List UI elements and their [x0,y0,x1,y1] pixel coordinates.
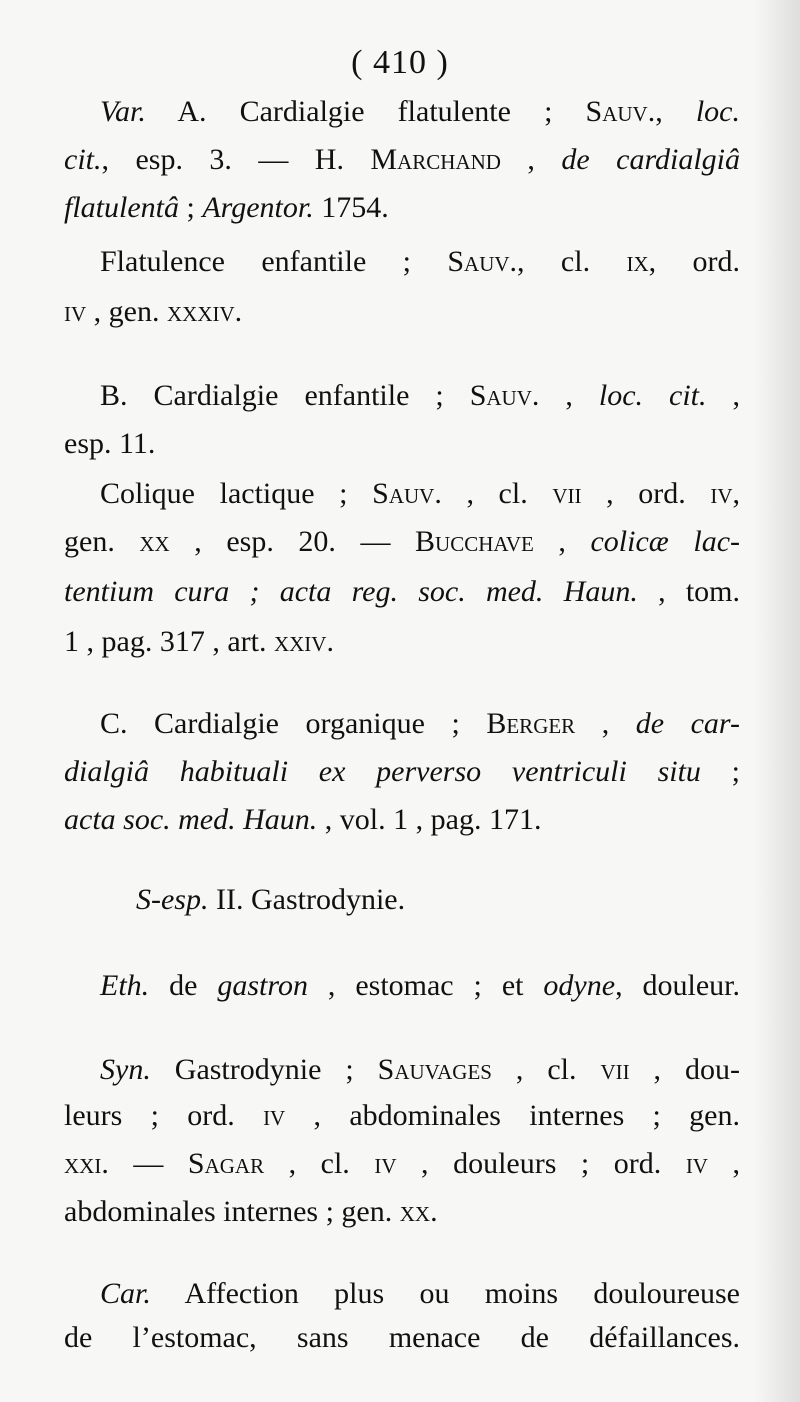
text-line: Eth. de gastron , estomac ; et odyne, douleur. [100,969,740,1002]
text-line: gen. xx , esp. 20. — Bucchave , colicæ lac- [64,525,740,558]
text-line: Syn. Gastrodynie ; Sauvages , cl. vii , dou- [100,1053,740,1086]
text-line: leurs ; ord. iv , abdominales internes ; gen. [64,1099,740,1132]
section-heading: S-esp. II. Gastrodynie. [136,883,406,916]
text-line: Car. Affection plus ou moins douloureuse [100,1277,740,1310]
text-line: de l’estomac, sans menace de défaillances. [64,1321,740,1354]
text-line: C. Cardialgie organique ; Berger , de car- [100,707,740,740]
text-line: xxi. — Sagar , cl. iv , douleurs ; ord. iv , [64,1147,741,1180]
label-var: Var. [100,95,146,128]
text-line: 1 , pag. 317 , art. xxiv. [64,625,334,658]
text-line: acta soc. med. Haun. , vol. 1 , pag. 171. [64,803,542,836]
text-line: dialgiâ habituali ex perverso ventriculi situ ; [64,755,740,788]
text-line: cit., esp. 3. — H. Marchand , de cardialgiâ [64,143,741,176]
text-line: B. Cardialgie enfantile ; Sauv. , loc. cit. , [100,379,741,412]
text-line: esp. 11. [64,427,156,460]
text-line: flatulentâ ; Argentor. 1754. [64,191,389,224]
text-line: abdominales internes ; gen. xx. [64,1195,438,1228]
text-line: tentium cura ; acta reg. soc. med. Haun. , tom. [64,575,740,608]
text-line: Colique lactique ; Sauv. , cl. vii , ord. iv, [100,477,740,510]
text-line: iv , gen. xxxiv. [64,295,243,328]
text-line: Var. A. Cardialgie flatulente ; Sauv., loc. [100,95,740,128]
page-number: ( 410 ) [351,44,449,81]
page-edge-shadow [754,0,800,1402]
text-line: Flatulence enfantile ; Sauv., cl. ix, ord. [100,245,740,278]
